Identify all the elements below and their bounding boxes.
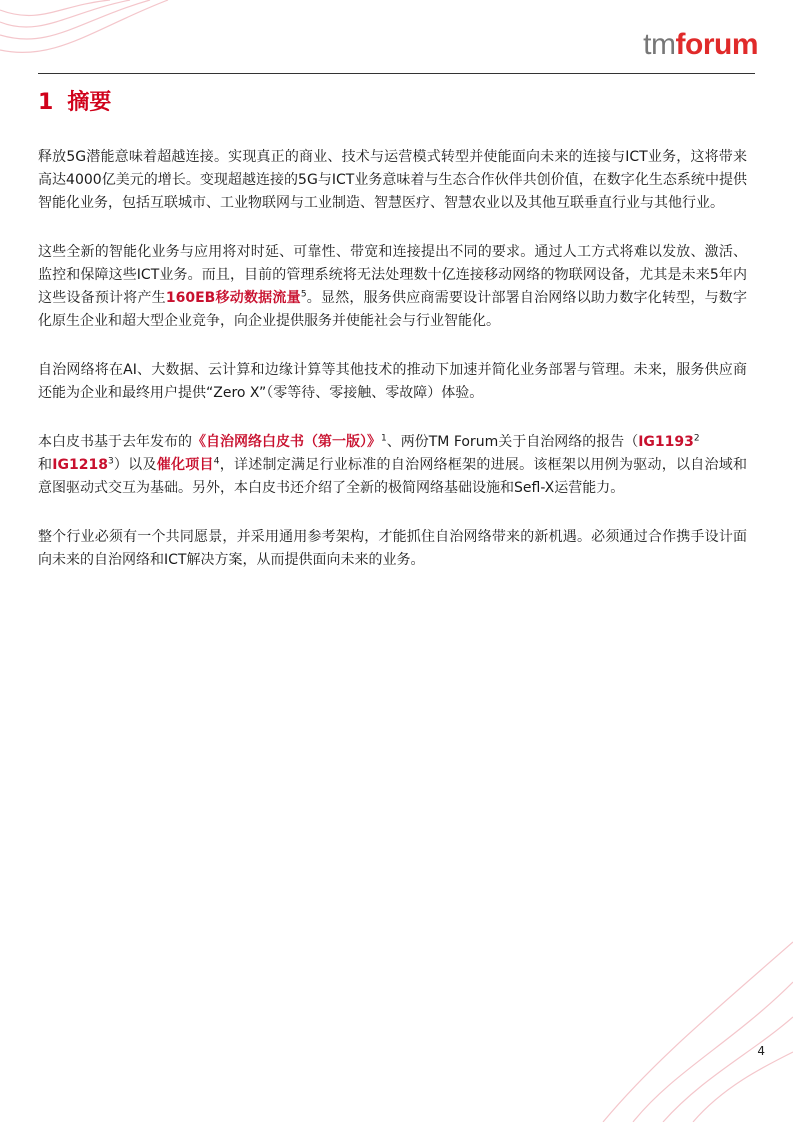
page-number: 4: [757, 1044, 765, 1058]
link-whitepaper-v1[interactable]: 《自治网络白皮书（第一版）》: [192, 434, 381, 450]
paragraph-2-text-a: 这些全新的智能化业务与应用将对时延、可靠性、带宽和连接提出不同的要求。通过人工方式将难以发放、激活、监控和保障这些ICT业务。而且，目前的管理系统将无法处理数十亿连接移动网络的物联网设备，尤其是未来5年内这些设备预计将产生: [38, 244, 747, 306]
section-number: 1: [38, 90, 54, 115]
link-ig1193[interactable]: IG1193: [638, 434, 694, 450]
paragraph-4-text-d: ）以及: [113, 457, 157, 473]
footnote-ref-5[interactable]: 5: [300, 289, 307, 300]
section-title: 摘要: [67, 90, 112, 115]
link-ig1218[interactable]: IG1218: [52, 457, 108, 473]
paragraph-4: [38, 431, 747, 500]
paragraph-2: [38, 241, 747, 333]
link-catalyst-projects[interactable]: 催化项目: [156, 457, 214, 473]
tmforum-logo: [643, 30, 758, 60]
footnote-ref-3[interactable]: 3: [107, 456, 114, 467]
paragraph-3: 自治网络将在AI、大数据、云计算和边缘计算等其他技术的推动下加速并简化业务部署与管理。未来，服务供应商还能为企业和最终用户提供“Zero X”（零等待、零接触、零故障）体验。: [38, 362, 747, 401]
paragraph-4-text-a: 本白皮书基于去年发布的: [38, 434, 192, 450]
header-divider: [38, 73, 755, 74]
logo-forum: forum: [675, 28, 758, 61]
paragraph-1: 释放5G潜能意味着超越连接。实现真正的商业、技术与运营模式转型并使能面向未来的连接与ICT业务，这将带来高达4000亿美元的增长。变现超越连接的5G与ICT业务意味着与生态合作伙伴共创价值，在数字化生态系统中提供智能化业务，包括互联城市、工业物联网与工业制造、智慧医疗、智慧农业以及其他互联垂直行业与其他行业。: [38, 149, 747, 211]
decorative-swoosh-bottom-right: [593, 902, 793, 1122]
highlight-mobile-data-traffic: 160EB移动数据流量: [165, 290, 301, 306]
paragraph-5: 整个行业必须有一个共同愿景，并采用通用参考架构，才能抓住自治网络带来的新机遇。必须通过合作携手设计面向未来的自治网络和ICT解决方案，从而提供面向未来的业务。: [38, 529, 747, 568]
footnote-ref-1[interactable]: 1: [381, 433, 387, 444]
paragraph-4-text-b: 、两份TM Forum关于自治网络的报告（: [386, 434, 639, 450]
paragraph-2-text-b: 。显然，服务供应商需要设计部署自治网络以助力数字化转型，与数字化原生企业和超大型企业竞争，向企业提供服务并使能社会与行业智能化。: [38, 290, 748, 329]
body-content: [38, 146, 747, 598]
section-heading: [38, 90, 111, 116]
logo-tm: tm: [643, 28, 676, 61]
decorative-swoosh-top-left: [0, 0, 170, 75]
paragraph-4-text-e: ，详述制定满足行业标准的自治网络框架的进展。该框架以用例为驱动，以自治域和意图驱动式交互为基础。另外，本白皮书还介绍了全新的极简网络基础设施和Sefl-X运营能力。: [38, 457, 748, 496]
paragraph-4-text-c: 和: [38, 457, 53, 473]
footnote-ref-2[interactable]: 2: [693, 433, 700, 444]
footnote-ref-4[interactable]: 4: [213, 456, 220, 467]
